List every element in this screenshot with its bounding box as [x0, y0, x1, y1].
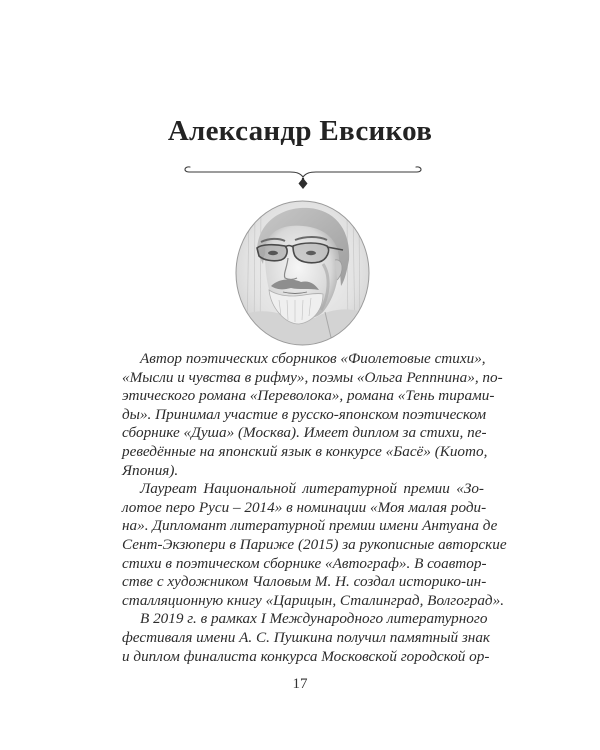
paragraph-2 [122, 480, 507, 610]
text-line: «Мысли и чувства в рифму», поэмы «Ольга Реппнина», по- [122, 368, 503, 386]
text-line: сборнике «Душа» (Москва). Имеет диплом за стихи, пе- [122, 424, 487, 442]
text-line: реведённые на японский язык в конкурсе «Басё» (Киото, [122, 442, 488, 460]
text-line: фестиваля имени А. С. Пушкина получил памятный знак [122, 628, 491, 646]
text-line: лотое перо Руси – 2014» в номинации «Моя малая роди- [122, 498, 487, 516]
text-line: Япония). [122, 461, 179, 479]
author-portrait [235, 200, 370, 346]
text-line: Лауреат Национальной литературной премии «Зо- [140, 480, 484, 498]
text-line: В 2019 г. в рамках I Международного литературного [140, 610, 488, 628]
biography-text [122, 350, 507, 666]
text-line: Сент-Экзюпери в Париже (2015) за рукописные авторские [122, 535, 507, 553]
page-number: 17 [292, 676, 308, 692]
divider-ornament-icon [178, 160, 428, 192]
text-line: этического романа «Переволока», романа «Тень тирами- [122, 387, 495, 405]
text-line: и диплом финалиста конкурса Московской городской ор- [122, 647, 490, 665]
text-line: ды». Принимал участие в русско-японском поэтическом [122, 405, 487, 423]
text-line: сталляционную книгу «Царицын, Сталинград, Волгоград». [122, 591, 504, 609]
text-line: на». Дипломант литературной премии имени Антуана де [122, 517, 498, 535]
text-line: стихи в поэтическом сборнике «Автограф». В соавтор- [122, 554, 487, 572]
text-line: стве с художником Чаловым М. Н. создал историко-ин- [122, 573, 487, 591]
text-line: Автор поэтических сборников «Фиолетовые стихи», [140, 350, 486, 367]
page-title: Александр Евсиков [167, 115, 433, 147]
paragraph-3 [122, 610, 491, 666]
paragraph-1 [122, 350, 503, 480]
